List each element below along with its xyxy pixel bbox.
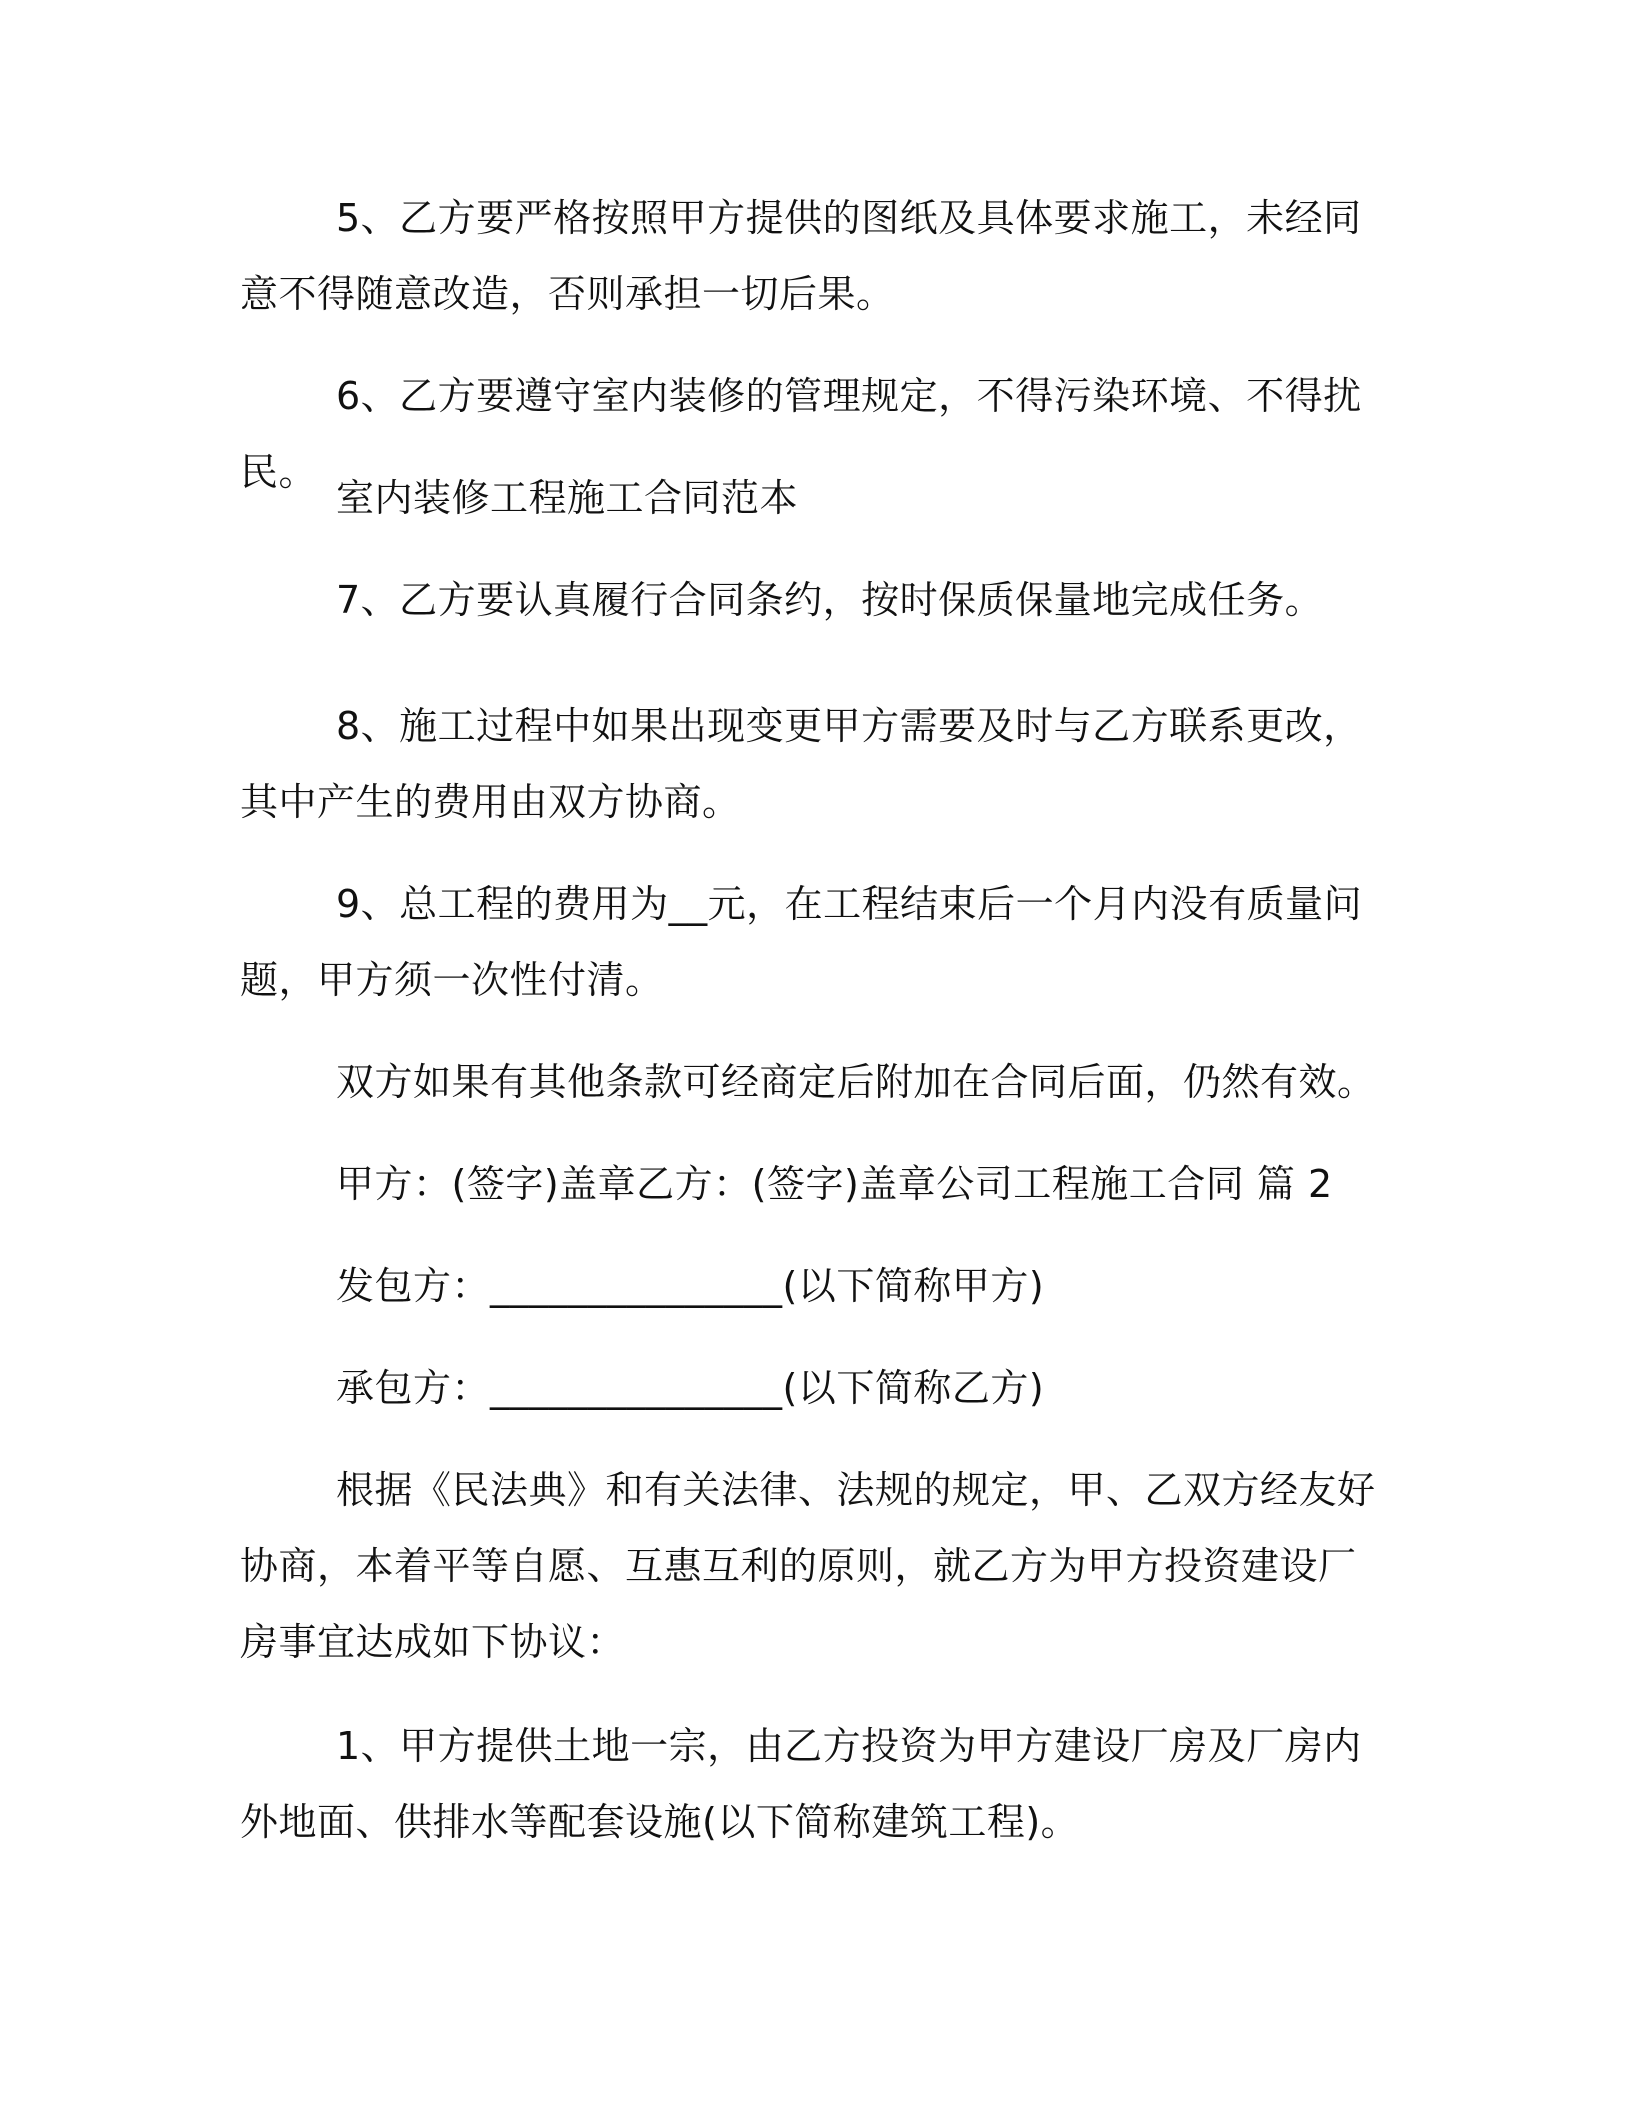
additional-terms-paragraph: 双方如果有其他条款可经商定后附加在合同后面，仍然有效。: [336, 1060, 1376, 1104]
section-title-paragraph: 室内装修工程施工合同范本: [336, 476, 799, 520]
clause-5-paragraph: 5、乙方要严格按照甲方提供的图纸及具体要求施工，未经同意不得随意改造，否则承担一切后果。: [240, 196, 1362, 316]
clause-6-paragraph: 6、乙方要遵守室内装修的管理规定，不得污染环境、不得扰民。: [240, 374, 1362, 494]
clause-9-paragraph: 9、总工程的费用为__元，在工程结束后一个月内没有质量问题，甲方须一次性付清。: [240, 882, 1363, 1002]
signature-line-paragraph: 甲方：(签字)盖章乙方：(签字)盖章公司工程施工合同 篇 2: [336, 1162, 1333, 1206]
clause-8-paragraph: 8、施工过程中如果出现变更甲方需要及时与乙方联系更改，其中产生的费用由双方协商。: [240, 704, 1362, 824]
clause-1-paragraph: 1、甲方提供土地一宗，由乙方投资为甲方建设厂房及厂房内外地面、供排水等配套设施(以下简称建筑工程)。: [240, 1724, 1362, 1844]
employer-line-paragraph: 发包方：_______________(以下简称甲方): [336, 1264, 1045, 1308]
contractor-line-paragraph: 承包方：_______________(以下简称乙方): [336, 1366, 1045, 1410]
clause-7-paragraph: 7、乙方要认真履行合同条约，按时保质保量地完成任务。: [336, 578, 1324, 622]
preamble-paragraph: 根据《民法典》和有关法律、法规的规定，甲、乙双方经友好协商，本着平等自愿、互惠互利的原则，就乙方为甲方投资建设厂房事宜达成如下协议：: [240, 1468, 1376, 1664]
